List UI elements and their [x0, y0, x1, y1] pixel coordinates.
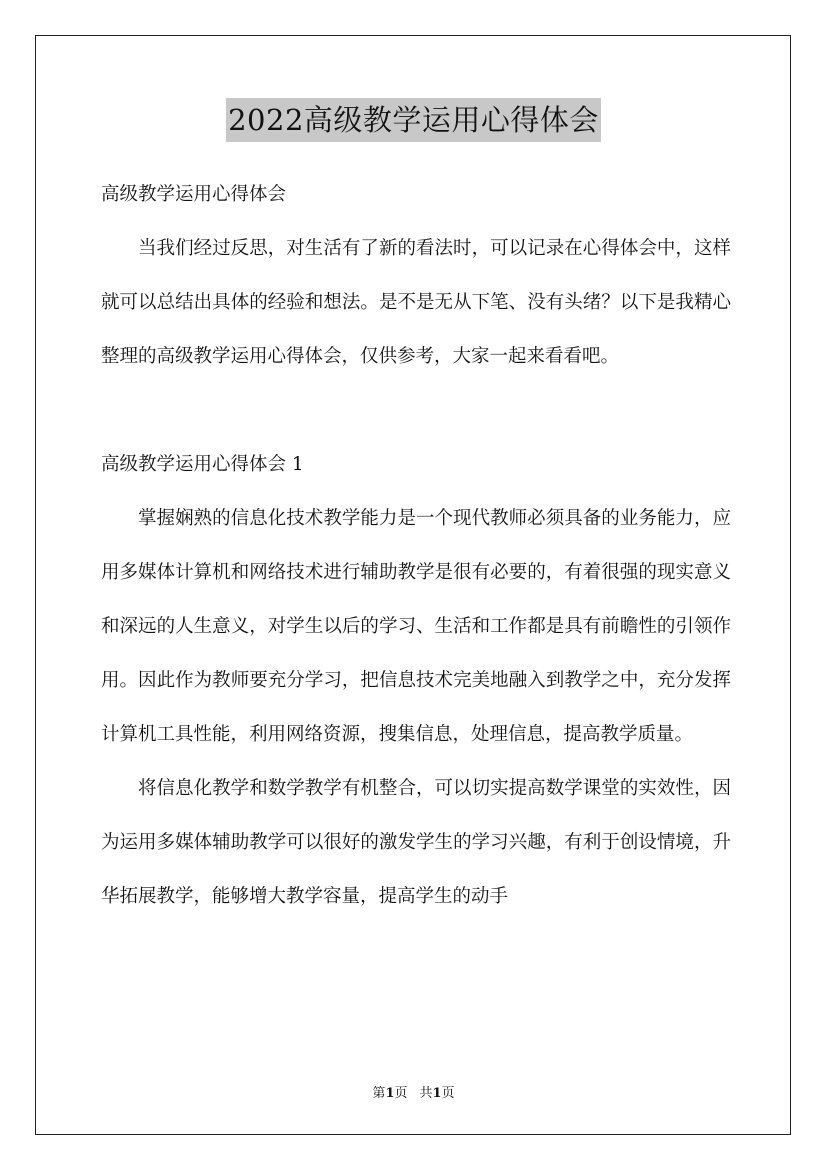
- page-number: 1: [385, 1086, 395, 1101]
- section-heading: 高级教学运用心得体会 1: [101, 454, 304, 475]
- total-label-suffix: 页: [441, 1086, 455, 1101]
- section-spacer: [101, 384, 731, 438]
- total-pages: 1: [432, 1086, 442, 1101]
- page-label-suffix: 页: [394, 1086, 408, 1101]
- intro-paragraph: 当我们经过反思，对生活有了新的看法时，可以记录在心得体会中，这样就可以总结出具体的经验和想法。是不是无从下笔、没有头绪？以下是我精心整理的高级教学运用心得体会，仅供参考，大家一起来看看吧。: [101, 238, 731, 367]
- section-paragraph-1: 掌握娴熟的信息化技术教学能力是一个现代教师必须具备的业务能力，应用多媒体计算机和网络技术进行辅助教学是很有必要的，有着很强的现实意义和深远的人生意义，对学生以后的学习、生活和工作都是具有前瞻性的引领作用。因此作为教师要充分学习，把信息技术完美地融入到教学之中，充分发挥计算机工具性能，利用网络资源，搜集信息，处理信息，提高教学质量。: [101, 508, 731, 745]
- page-footer: [0, 1082, 827, 1101]
- document-body: [101, 168, 731, 924]
- section-paragraph-2: 将信息化教学和数学教学有机整合，可以切实提高数学课堂的实效性，因为运用多媒体辅助教学可以很好的激发学生的学习兴趣，有利于创设情境，升华拓展教学，能够增大教学容量，提高学生的动手: [101, 778, 731, 907]
- document-title: 2022高级教学运用心得体会: [226, 98, 601, 142]
- total-label-prefix: 共: [419, 1086, 433, 1101]
- title-container: [0, 98, 827, 142]
- intro-heading: 高级教学运用心得体会: [101, 184, 287, 205]
- page-label-prefix: 第: [372, 1086, 386, 1101]
